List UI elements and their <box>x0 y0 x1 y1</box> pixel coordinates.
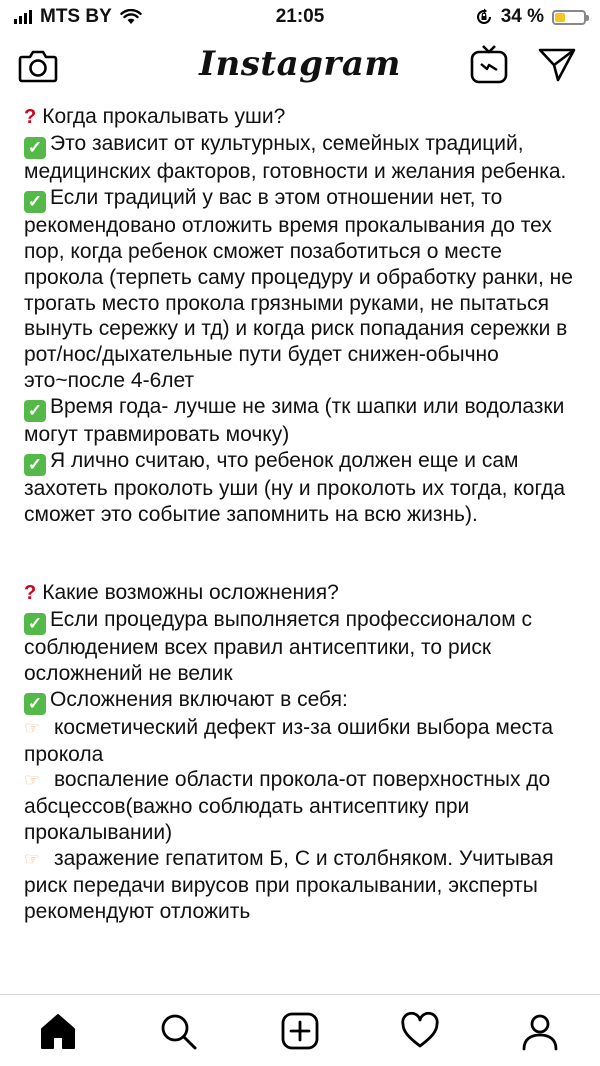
section-2-item-4: ☞ воспаление области прокола-от поверхностных до абсцессов(важно соблюдать антисептику при прокалывании) <box>24 768 551 845</box>
bottom-nav <box>0 994 600 1066</box>
pointing-hand-icon: ☞ <box>24 717 41 738</box>
new-post-icon[interactable] <box>280 1011 320 1051</box>
instagram-logo[interactable]: Instagram <box>199 44 401 84</box>
check-mark-icon: ✓ <box>24 191 46 213</box>
check-mark-icon: ✓ <box>24 454 46 476</box>
activity-heart-icon[interactable] <box>400 1011 440 1051</box>
igtv-icon[interactable] <box>470 44 508 84</box>
section-2-item-1: ✓ Если процедура выполняется профессионалом с соблюдением всех правил антисептики, то риск осложнений не велик <box>24 607 532 685</box>
section-1-question: ? Когда прокалывать уши? <box>24 105 286 128</box>
section-1-item-4: ✓ Я лично считаю, что ребенок должен еще и сам захотеть проколоть уши (ну и проколоть их тогда, когда сможет это событие запомнить на всю жизнь). <box>24 449 566 526</box>
pointing-hand-icon: ☞ <box>24 849 41 870</box>
battery-icon <box>552 10 586 25</box>
carrier-name: MTS BY <box>40 6 112 27</box>
check-mark-icon: ✓ <box>24 137 46 159</box>
section-1-item-1: ✓ Это зависит от культурных, семейных традиций, медицинских факторов, готовности и желания ребенка. <box>24 131 567 183</box>
battery-percent: 34 % <box>500 6 544 27</box>
question-mark-icon: ? <box>24 581 37 604</box>
section-2-item-5: ☞ заражение гепатитом Б, С и столбняком. Учитывая риск передачи вирусов при прокалывании, эксперты рекомендуют отложить <box>24 847 554 923</box>
battery-fill <box>555 13 565 22</box>
section-gap <box>24 528 584 580</box>
section-1-item-3: ✓ Время года- лучше не зима (тк шапки или водолазки могут травмировать мочку) <box>24 395 565 447</box>
pointing-hand-icon: ☞ <box>24 770 41 791</box>
status-bar <box>0 0 600 34</box>
section-2-question: ? Какие возможны осложнения? <box>24 580 339 604</box>
check-mark-icon: ✓ <box>24 613 46 635</box>
profile-icon[interactable] <box>520 1011 560 1051</box>
search-icon[interactable] <box>158 1011 198 1051</box>
home-icon[interactable] <box>38 1011 78 1051</box>
direct-icon[interactable] <box>538 46 576 82</box>
section-1-item-2: ✓ Если традиций у вас в этом отношении нет, то рекомендовано отложить время прокалывания до тех пор, когда ребенок сможет позаботиться о месте прокола (терпеть саму процедуру и обработку ранки, не трогать место прокола грязными руками, не пытаться вынуть сережку и тд) и когда риск попадания сережки в рот/нос/дыхательные пути будет снижен-обычно это~после 4-6лет <box>24 185 573 393</box>
top-nav <box>0 34 600 98</box>
clock: 21:05 <box>275 6 325 27</box>
orientation-lock-icon <box>475 8 493 26</box>
question-mark-icon: ? <box>24 106 37 128</box>
status-right <box>475 6 586 28</box>
check-mark-icon: ✓ <box>24 400 46 422</box>
post-caption <box>24 104 584 992</box>
section-2-item-3: ☞ косметический дефект из-за ошибки выбора места прокола <box>24 715 554 766</box>
check-mark-icon: ✓ <box>24 693 46 715</box>
section-2-item-2: ✓ Осложнения включают в себя: <box>24 687 584 715</box>
